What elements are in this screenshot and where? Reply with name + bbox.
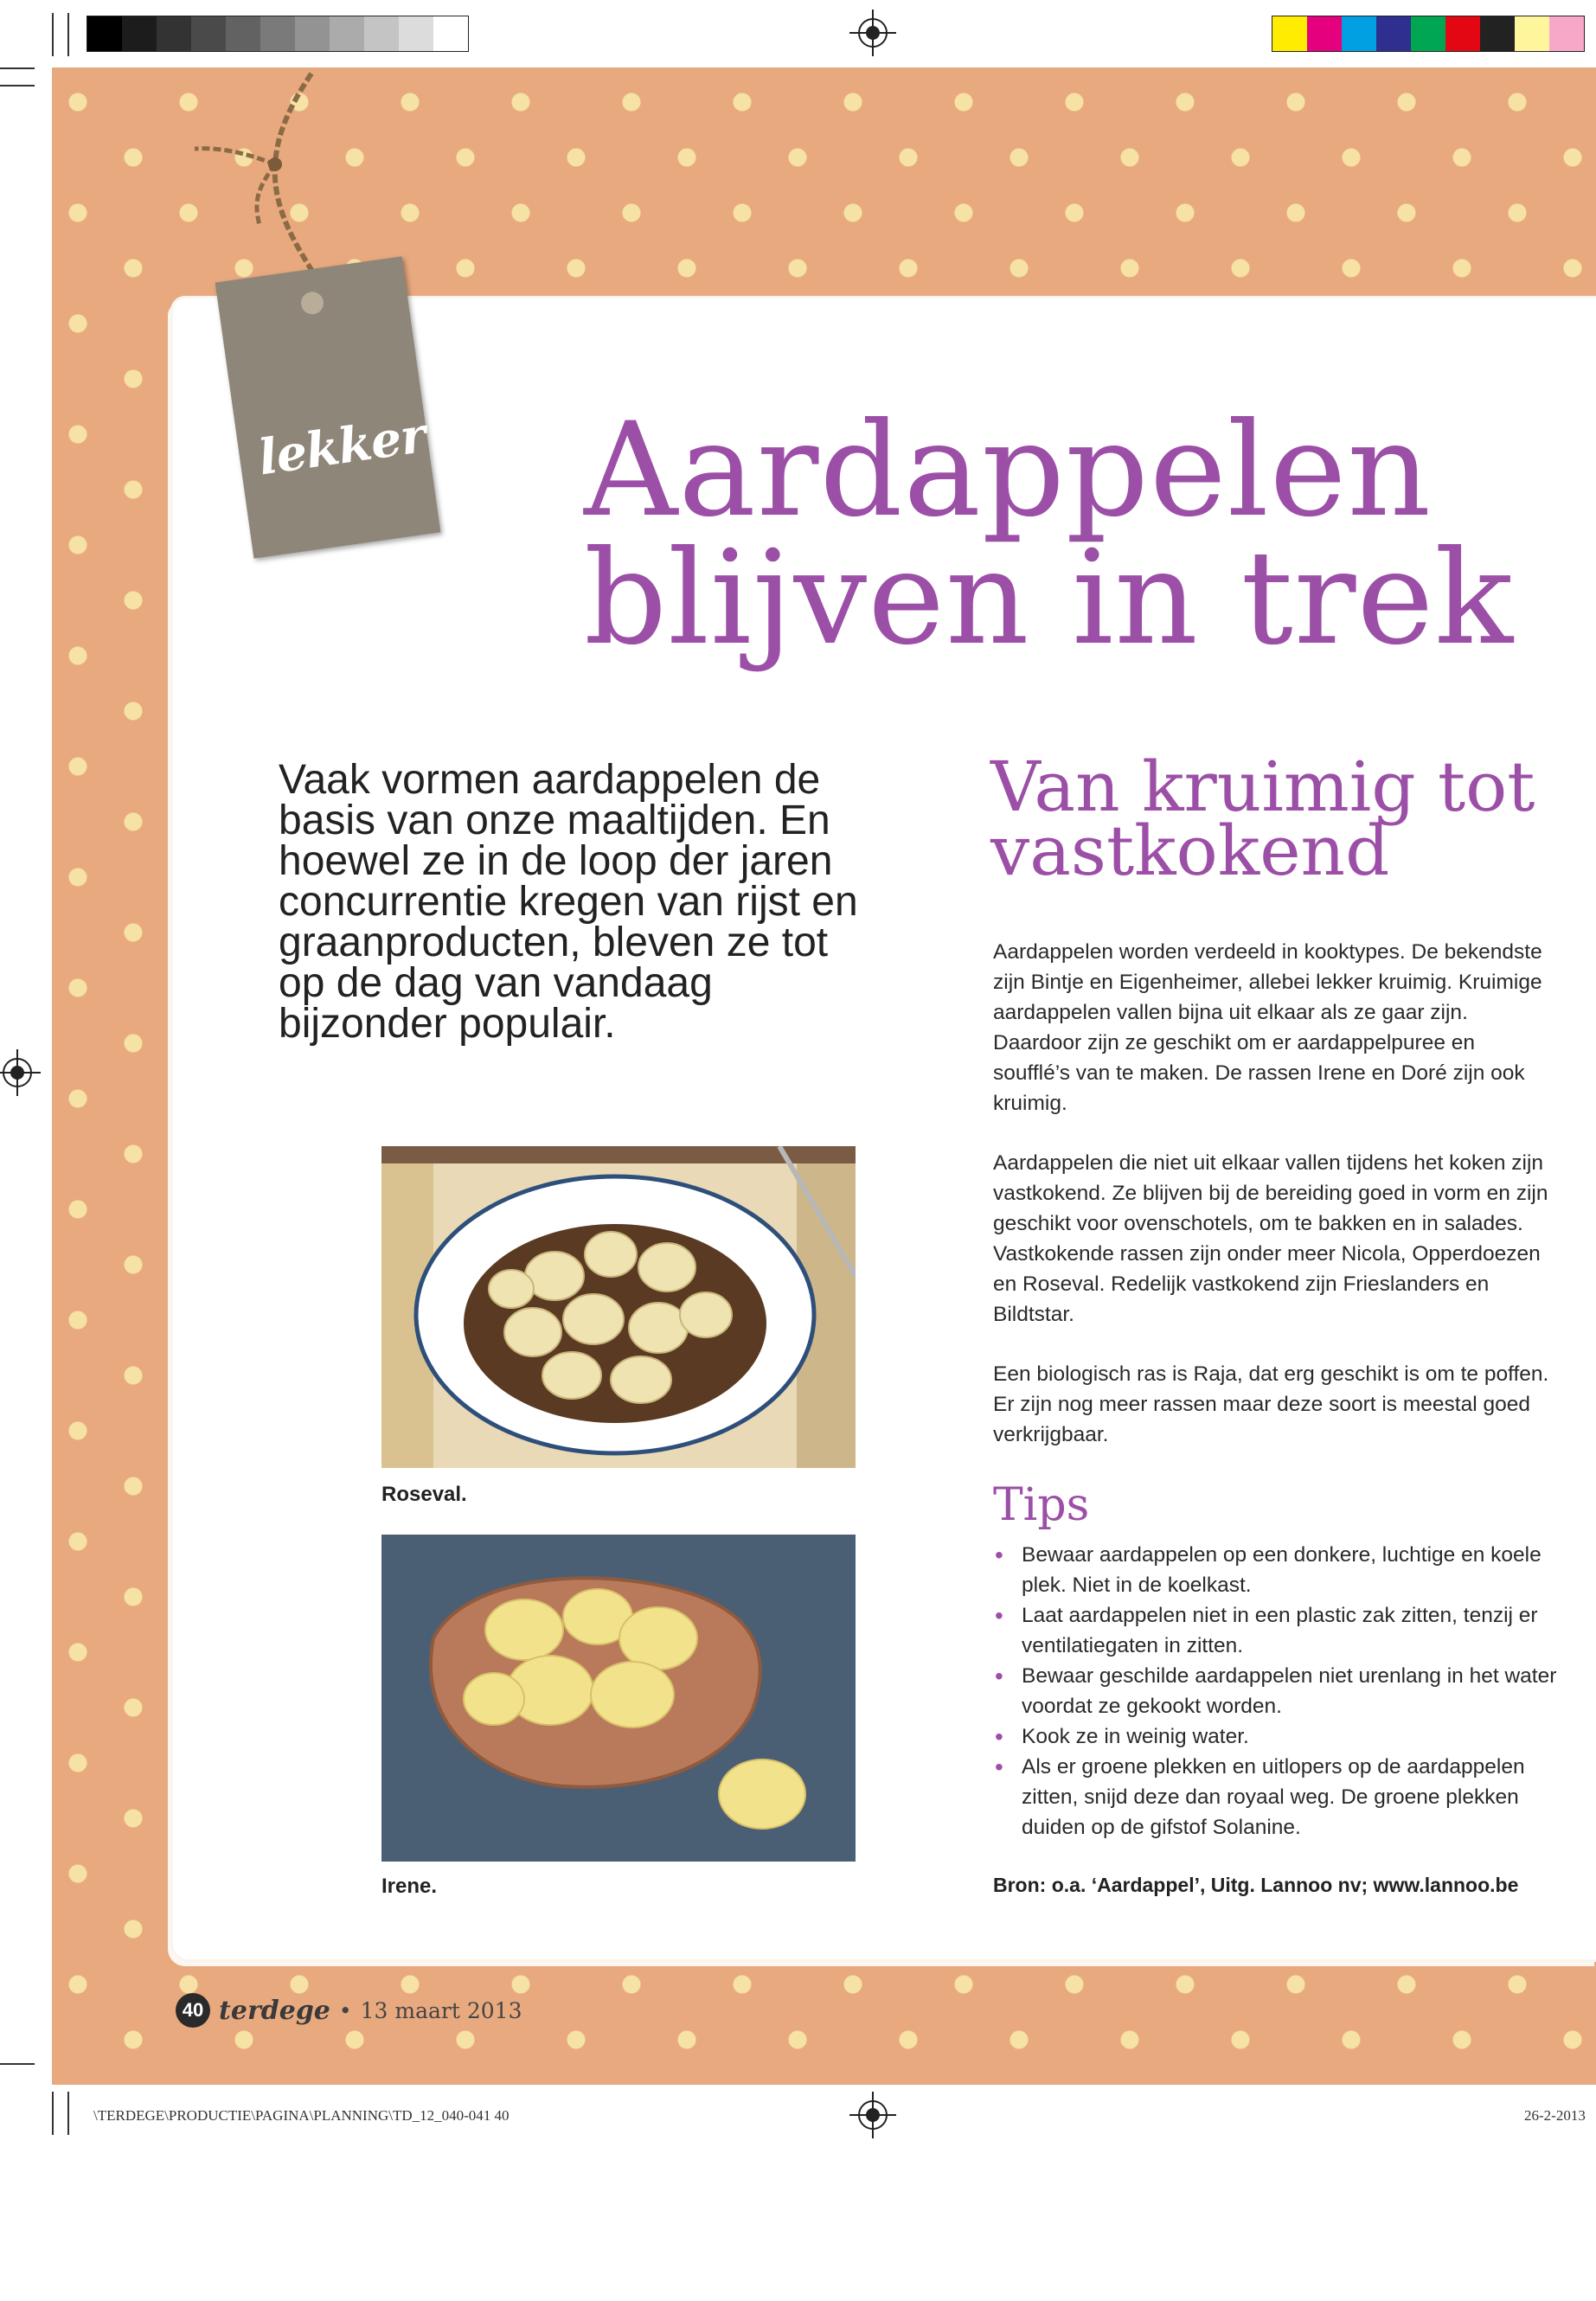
title-line-2: blijven in trek [584,523,1515,674]
section-heading [990,747,1535,891]
section-heading-line-1: Van kruimig tot [990,747,1535,827]
tag-label: lekker [254,407,429,487]
print-date: 26-2-2013 [1524,2107,1586,2124]
section-heading-line-2: vastkokend [990,811,1390,891]
crop-mark [67,2092,69,2135]
photo-caption-irene: Irene. [381,1875,438,1898]
tip-item: • Laat aardappelen niet in een plastic zak zitten, tenzij er ventilatiegaten in zitten. [993,1600,1564,1661]
tag-hole [299,291,324,316]
roseval-photo [381,1146,856,1468]
tip-item: • Bewaar geschilde aardappelen niet urenlang in het water voordat ze gekookt worden. [993,1661,1564,1721]
tip-item: • Bewaar aardappelen op een donkere, luchtige en koele plek. Niet in de koelkast. [993,1540,1564,1600]
issue-date: 13 maart 2013 [360,1997,522,2023]
body-paragraph-1: Aardappelen worden verdeeld in kooktypes. De bekendste zijn Bintje en Eigenheimer, allebei lekker kruimig. Kruimige aardappelen vallen bijna uit elkaar als ze gaar zijn. Daardoor zijn ze geschikt om er aardappelpuree en soufflé’s van te maken. De rassen Irene en Doré zijn ook kruimig. [993,940,1542,1115]
photo-caption-roseval: Roseval. [381,1483,467,1506]
crop-mark [0,2063,35,2065]
gift-tag [215,256,441,558]
title-line-1: Aardappelen [584,395,1433,546]
magazine-brand: terdege [219,1995,330,2026]
print-file-path: \TERDEGE\PRODUCTIE\PAGINA\PLANNING\TD_12_040-041 40 [93,2107,510,2124]
registration-mark [858,2100,888,2130]
source-credit: Bron: o.a. ‘Aardappel’, Uitg. Lannoo nv; www.lannoo.be [993,1874,1519,1896]
tip-item: • Kook ze in weinig water. [993,1721,1564,1752]
registration-mark [3,1058,32,1087]
crop-mark [52,2092,54,2135]
color-calibration-bar [1272,16,1585,52]
body-paragraph-2: Aardappelen die niet uit elkaar vallen tijdens het koken zijn vastkokend. Ze blijven bij de bereiding goed in vorm en zijn geschikt voor ovenschotels, om te bakken en in salades. Vastkokende rassen zijn onder meer Nicola, Opperdoezen en Roseval. Redelijk vastkokend zijn Frieslanders en Bildtstar. [993,1151,1548,1326]
tips-list [993,1540,1564,1843]
page-footer [176,1993,522,2028]
article-title [584,395,1515,674]
body-paragraph-3: Een biologisch ras is Raja, dat erg geschikt is om te poffen. Er zijn nog meer rassen maar deze soort is meestal goed verkrijgbaar. [993,1362,1549,1446]
tip-item: • Als er groene plekken en uitlopers op de aardappelen zitten, snijd deze dan royaal weg. De groene plekken duiden op de gifstof Solanine. [993,1752,1564,1843]
footer-separator: • [338,1997,352,2023]
irene-photo [381,1535,856,1862]
tips-heading: Tips [993,1479,1090,1531]
registration-mark [858,18,888,48]
intro-paragraph: Vaak vormen aardappelen de basis van onze maaltijden. En hoewel ze in de loop der jaren concurrentie kregen van rijst en graanproducten, bleven ze tot op de dag van vandaag bijzonder populair. [279,757,858,1047]
page-number: 40 [176,1993,210,2028]
